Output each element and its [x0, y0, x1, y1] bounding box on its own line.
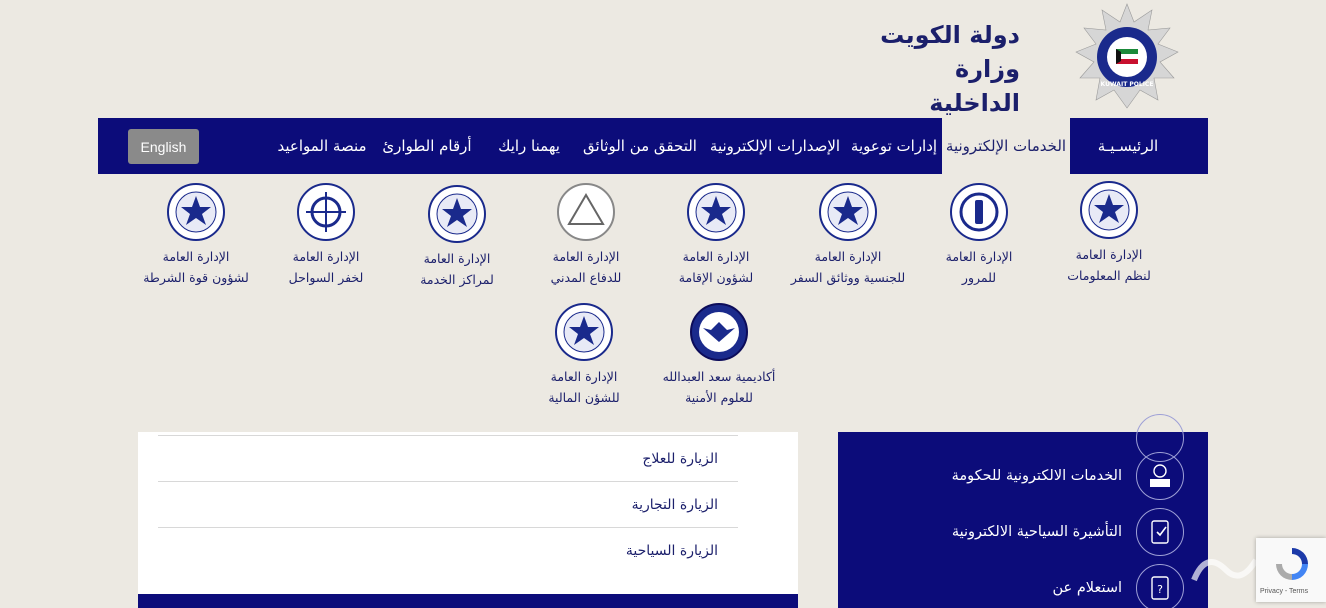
service-egov[interactable]	[952, 452, 1184, 500]
dept-label-line2: للشؤن المالية	[548, 390, 620, 405]
department-badge-icon	[296, 182, 356, 242]
dept-coast-guard[interactable]	[256, 182, 396, 288]
dept-label-line1: الإدارة العامة	[552, 249, 620, 264]
logo-caption: KUWAIT POLICE	[1100, 81, 1154, 88]
dept-police-affairs[interactable]	[126, 182, 266, 288]
language-toggle-button[interactable]: English	[128, 129, 199, 164]
dept-label-line1: الإدارة العامة	[550, 369, 618, 384]
dept-label-line2: للدفاع المدني	[550, 270, 622, 285]
dept-label-line2: لشؤون قوة الشرطة	[143, 270, 249, 285]
dept-nationality-passports[interactable]	[778, 182, 918, 288]
service-tourist-evisa[interactable]	[952, 508, 1184, 556]
panel-footer-bar	[138, 594, 798, 608]
inquiry-document-icon	[1145, 573, 1175, 603]
dept-label-line2: للمرور	[961, 270, 997, 285]
dept-label-line1: الإدارة العامة	[945, 249, 1013, 264]
visa-document-icon	[1145, 517, 1175, 547]
dept-label-line2: لمراكز الخدمة	[420, 272, 494, 287]
service-label: التأشيرة السياحية الالكترونية	[951, 524, 1122, 540]
svg-text:?: ?	[1157, 583, 1163, 596]
service-label: استعلام عن	[1052, 580, 1122, 596]
recaptcha-icon	[1272, 544, 1312, 584]
visa-item-tourist[interactable]: الزيارة السياحية	[158, 527, 738, 573]
academy-eagle-badge-icon	[689, 302, 749, 362]
dept-label-line2: للعلوم الأمنية	[685, 390, 753, 405]
dept-label-line2: لشؤون الإقامة	[678, 270, 754, 285]
dept-label-line1: الإدارة العامة	[1075, 247, 1143, 262]
nav-document-verification[interactable]: التحقق من الوثائق	[583, 137, 697, 155]
recaptcha-links[interactable]: Privacy - Terms	[1260, 588, 1309, 595]
recaptcha-badge[interactable]	[1256, 538, 1326, 602]
dept-saad-academy[interactable]	[637, 302, 801, 408]
visa-item-business[interactable]: الزيارة التجارية	[158, 481, 738, 527]
service-circle	[1136, 564, 1184, 608]
nav-appointments[interactable]: منصة المواعيد	[277, 137, 367, 155]
nav-feedback[interactable]: يهمنا رايك	[498, 137, 560, 155]
visa-types-panel	[138, 432, 798, 608]
dept-label-line1: الإدارة العامة	[814, 249, 882, 264]
department-badge-icon	[1079, 180, 1139, 240]
service-inquiry[interactable]	[1053, 564, 1184, 608]
watermark-logo-icon	[1186, 540, 1266, 600]
kuwait-egov-icon	[1145, 461, 1175, 491]
visa-item-medical[interactable]: الزيارة للعلاج	[158, 435, 738, 481]
dept-label-line1: أكاديمية سعد العبدالله	[662, 369, 776, 384]
nav-emergency-numbers[interactable]: أرقام الطوارئ	[382, 137, 472, 155]
nav-e-services[interactable]: الخدمات الإلكترونية	[942, 118, 1070, 174]
nav-awareness-departments[interactable]: إدارات توعوية	[850, 137, 938, 155]
dept-label-line2: لنظم المعلومات	[1067, 268, 1151, 283]
country-name: دولة الكويت	[880, 21, 1020, 49]
dept-label-line1: الإدارة العامة	[423, 251, 491, 266]
ministry-title	[880, 18, 1020, 120]
visa-types-list	[158, 435, 738, 573]
dept-service-centers[interactable]	[387, 184, 527, 290]
dept-label-line2: للجنسية ووثائق السفر	[790, 270, 906, 285]
service-circle	[1136, 452, 1184, 500]
dept-information-systems[interactable]	[1039, 180, 1179, 286]
site-header	[0, 0, 1326, 118]
department-badge-icon	[166, 182, 226, 242]
kuwait-police-logo[interactable]	[1072, 2, 1182, 112]
nav-e-publications[interactable]: الإصدارات الإلكترونية	[709, 137, 841, 155]
dept-civil-defense[interactable]	[516, 182, 656, 288]
dept-financial-affairs[interactable]	[514, 302, 654, 408]
dept-label-line2: لخفر السواحل	[288, 270, 364, 285]
ministry-name: وزارة الداخلية	[929, 55, 1020, 117]
e-services-dropdown	[98, 174, 1208, 432]
nav-home[interactable]: الرئيسـيـة	[1097, 137, 1159, 155]
department-badge-icon	[818, 182, 878, 242]
service-label: الخدمات الالكترونية للحكومة	[951, 468, 1122, 484]
department-badge-icon	[556, 182, 616, 242]
dept-label-line1: الإدارة العامة	[162, 249, 230, 264]
department-badge-icon	[949, 182, 1009, 242]
dept-residency-affairs[interactable]	[646, 182, 786, 288]
main-navigation	[98, 118, 1208, 174]
department-badge-icon	[686, 182, 746, 242]
dept-traffic[interactable]	[909, 182, 1049, 288]
dept-label-line1: الإدارة العامة	[292, 249, 360, 264]
dept-label-line1: الإدارة العامة	[682, 249, 750, 264]
department-badge-icon	[554, 302, 614, 362]
services-panel	[838, 432, 1208, 608]
service-circle	[1136, 508, 1184, 556]
department-badge-icon	[427, 184, 487, 244]
